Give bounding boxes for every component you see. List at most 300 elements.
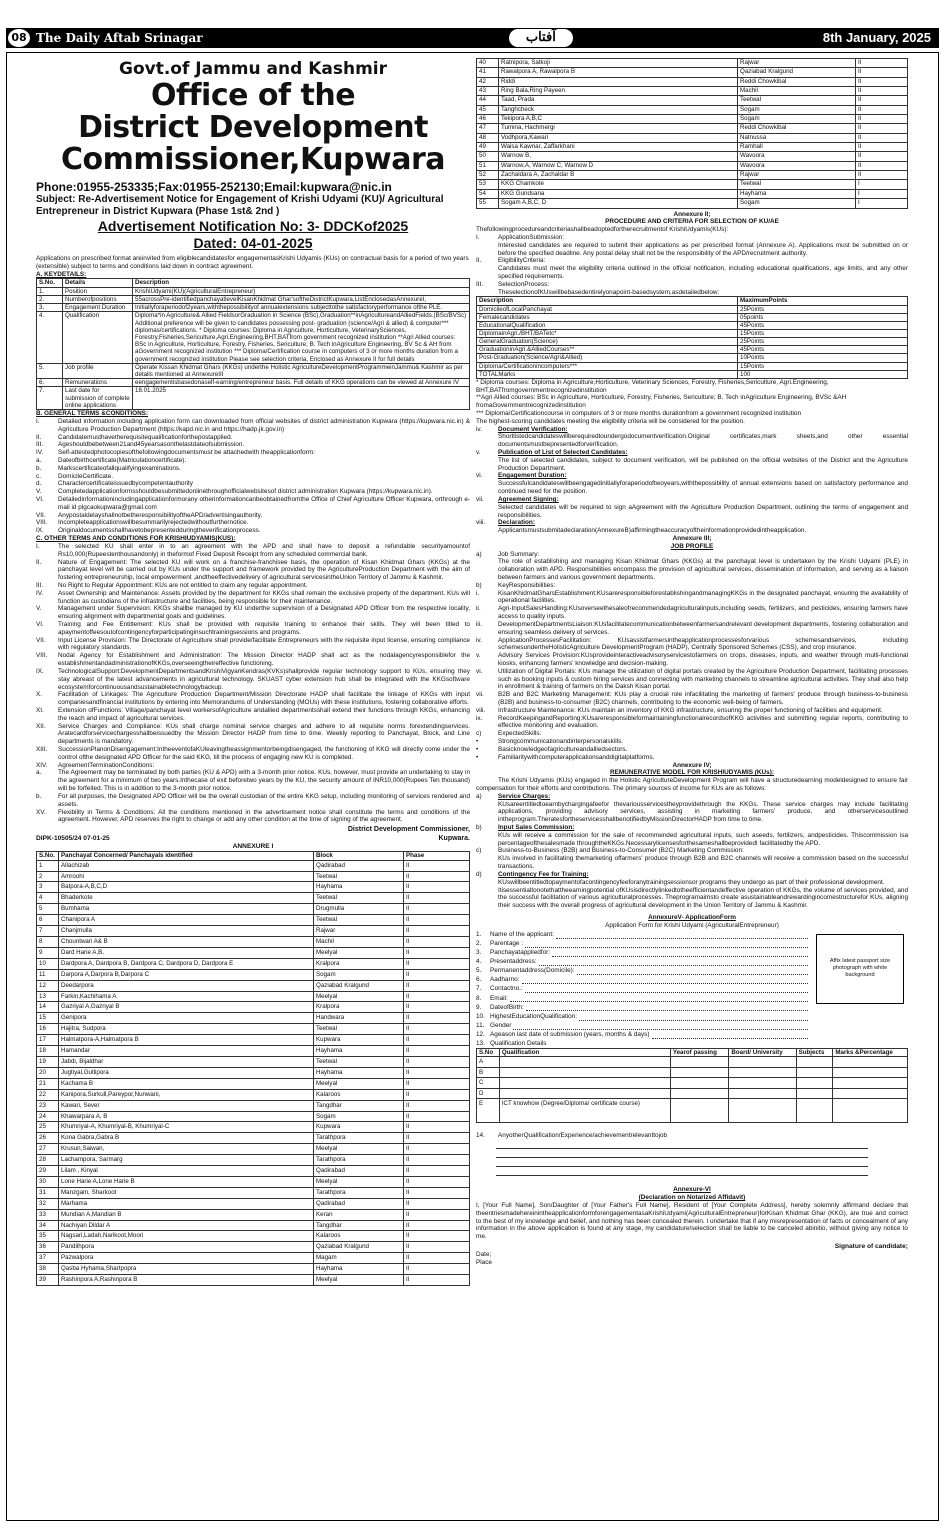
qualification-cell[interactable] <box>833 1088 908 1099</box>
annexure1-row <box>37 1231 470 1242</box>
qualification-cell[interactable] <box>670 1099 729 1123</box>
qualification-cell[interactable] <box>729 1078 796 1089</box>
annexure1-cell: 48 <box>477 133 499 142</box>
annexure1-cell: 54 <box>477 189 499 198</box>
govt-title: Govt.of Jammu and Kashmir <box>119 59 387 79</box>
annexure1-cell: Rajwar <box>314 926 404 937</box>
annexure4-item <box>476 793 908 824</box>
annexure1-cell: Kalaroos <box>314 1089 404 1100</box>
annexure1-cell: II <box>404 1253 470 1264</box>
annexure3-item <box>476 582 908 590</box>
annexure3-item <box>476 668 908 691</box>
other-terms-item <box>36 559 470 582</box>
annexure1-cell: 32 <box>37 1198 59 1209</box>
key-details-cell: 6. <box>37 379 63 387</box>
qualification-cell[interactable] <box>670 1088 729 1099</box>
annexure1-cell: Jugtiyal,Gutlipora <box>59 1067 314 1078</box>
form-field-label: Panchayatappliedfor: <box>490 949 551 957</box>
qualification-header-4: Subjects <box>796 1048 833 1056</box>
annexure3-item-text: ApplicationProcessesFacilitation: KUsassistfarmersintheapplicationprocessesforvarious schemesandservices, including schemesundertheHolisticAgriculture DevelopmentProgram (HADP), Centrally Sponsored Schemes (CSS), and crop insurance. <box>498 636 908 652</box>
annexure1-cell: Rajwar <box>738 171 856 180</box>
paper-logo: آفتاب <box>509 29 573 47</box>
annexure3-item <box>476 558 908 581</box>
other-terms-item <box>36 590 470 606</box>
annexure1-cell: II <box>856 96 908 105</box>
annexure1-cell: 27 <box>37 1144 59 1155</box>
other-terms-item-number: X. <box>36 691 43 699</box>
criteria-cell: Post-Graduation(Science/Agri&Allied) <box>477 354 738 362</box>
qualification-cell: E <box>477 1099 500 1123</box>
qualification-cell[interactable] <box>796 1088 833 1099</box>
annexure1-cell: II <box>404 1166 470 1177</box>
annexure1-cell: Kupwara <box>314 1122 404 1133</box>
annexure1-cell: 47 <box>477 124 499 133</box>
criteria-cell: EducationalQualification <box>477 322 738 330</box>
annexure1-cell: II <box>856 68 908 77</box>
annexure1-row <box>477 161 908 170</box>
form-blank-line-4[interactable] <box>496 1167 868 1176</box>
annexure1-cell: 22 <box>37 1089 59 1100</box>
right-column <box>476 58 908 1267</box>
qualification-cell[interactable]: ICT knowhow (Degree/Diploma/ certificate course) <box>499 1099 670 1123</box>
annexure1-row <box>37 1035 470 1046</box>
form-field-number: 5. <box>476 967 482 975</box>
form-blank-line-1[interactable] <box>496 1140 868 1149</box>
annexure1-cell: II <box>856 59 908 68</box>
general-terms-item-text: Candidatemusthavetherequisitequalificationforthepostapplied. <box>58 433 233 441</box>
annexure2-item <box>476 265 908 281</box>
other-terms-item <box>36 691 470 707</box>
annexure1-cell: II <box>404 1046 470 1057</box>
annexure2-item <box>476 426 908 449</box>
annexure1-cell: Kralpora <box>314 958 404 969</box>
annexure1-cell: Qaziabad Kralgund <box>314 980 404 991</box>
criteria-cell: 45Points <box>738 346 908 354</box>
form-field-input[interactable] <box>539 965 808 966</box>
annexure1-row <box>477 105 908 114</box>
criteria-cell: 25Points <box>738 338 908 346</box>
key-details-cell: 55acrossPre-identifiedpanchayatlevelKisanKhidmat Ghar'softheDistrictKupwara,ListEnclosedasAnnexureI, <box>133 296 470 304</box>
annexure1-cell: 23 <box>37 1100 59 1111</box>
general-terms-item-number: VIII. <box>36 519 48 527</box>
form-field-number: 1. <box>476 930 482 938</box>
annexure1-cell: Qasba Hyhama,Shartpopra <box>59 1264 314 1275</box>
annexure3-item-text: Utilization of Digital Portals: KUs manage the utilization of digital portals created by the Agriculture Production Department, facilitating processes such as booking inputs & custom hiring services and connecting with marketing channels to streamline agricultural activities. They shall also help in enrollment & training of farmers on the Daksh Kisan portal. <box>498 667 908 691</box>
annexure1-cell: Zachaldara A, Zachaldar B <box>499 171 738 180</box>
annexure1-cell: Hayhama <box>314 1264 404 1275</box>
qualification-cell[interactable] <box>833 1067 908 1078</box>
annexure1-cell: Hayhama <box>314 1067 404 1078</box>
annexure1-cell: II <box>856 105 908 114</box>
form-blank-line-2[interactable] <box>496 1149 868 1158</box>
annexure1-cell: 13 <box>37 991 59 1002</box>
form-field-number: 12. <box>476 1030 485 1038</box>
annexure1-cell: 15 <box>37 1013 59 1024</box>
annexure1-cell: Kanipora,Surkull,Pareypor,Nunwani, <box>59 1089 314 1100</box>
annexure1-cell: 26 <box>37 1133 59 1144</box>
annexure2-item <box>476 449 908 472</box>
annexure1-cell: Deedarpora <box>59 980 314 991</box>
form-field-14-label: AnyotherQualification/Experience/achievementrelevanttojob <box>498 1132 668 1140</box>
key-details-cell: Diploma*in Agriculture& Allied FieldsorGraduation in Science (BSc),Graduation**inAgricultureandAlliedFields.(BSc/BVSc) Additional preference will be given to candidates possessing post- graduation (science/Agri & allied) & computer*** diplomas/certifications. * Diploma courses: Diploma in Agriculture, Horticulture, VeterinarySciences, Forestry,Fisheries,Sericulture,Agri.Engineering,BHT,BATfrom government recognized institution **Agri Allied courses: BSc in Agriculture, Horticulture, Forestry, Fisheries, Sericulture; B. Tech inAgriculture Engineering, BV Sc & AH from aGovernment recognized institution *** Diploma/Certification course in computers of 3 or more months duration from a government recognized institution Please see selection criteria, Enclosed as Annexure II for full details <box>133 312 470 363</box>
annexure1-row <box>477 180 908 189</box>
annexure1-row <box>37 969 470 980</box>
annexure1-cell: Khumriyal-A, Khumriyal-B, Khumriyal-C <box>59 1122 314 1133</box>
other-terms-item-text: Management under Supervision: KKGs shallbe managed by KU underthe supervision of a Designated APD Officer from the respective locality, ensuring alignment with departmental goals and guidelines. <box>58 605 470 621</box>
annexure3-item-number: iv. <box>476 636 482 644</box>
annexure1-cell: Qadirabad <box>314 1166 404 1177</box>
annexure1-cell: Meelyal <box>314 947 404 958</box>
annexure1-cell: II <box>404 1155 470 1166</box>
criteria-cell: 100 <box>738 370 908 378</box>
qualification-cell[interactable] <box>499 1067 670 1078</box>
qualification-cell[interactable] <box>796 1099 833 1123</box>
qualification-cell[interactable] <box>670 1057 729 1068</box>
form-field-label: Presentaddress: <box>490 958 537 966</box>
annexure1-cell: Mundian A,Mandian B <box>59 1209 314 1220</box>
other-terms-item-text: TechnologicalSupport:DevelopmentDepartmentsandKrishiVigyanKendras(KVKs)shallprovide regular technology support to KUs, ensuring they stay abreast of the latest advancements in agricultural technology. SKUAST cyber extension hub shall be integrated with the KKGsoftware ecosystemforcontinuousandsustainabletechnologybackup. <box>58 667 470 691</box>
form-blank-line-3[interactable] <box>496 1158 868 1167</box>
general-terms-item-text: Charactercertificateissuedbycompetentauthority <box>58 480 193 488</box>
page-number: 08 <box>8 29 30 47</box>
annexure1-cell: 17 <box>37 1035 59 1046</box>
qualification-cell[interactable] <box>499 1078 670 1089</box>
annexure1-cell: II <box>404 1056 470 1067</box>
key-details-row <box>37 312 470 363</box>
annexure1-cell: II <box>404 947 470 958</box>
annexure1-cell: 8 <box>37 937 59 948</box>
annexure1-cell: 39 <box>37 1275 59 1286</box>
annexure1-title: ANNEXURE I <box>232 843 274 851</box>
annexure1-cell: 19 <box>37 1056 59 1067</box>
annexure1-cell: II <box>404 1220 470 1231</box>
form-field-label: Contactno.: <box>490 985 523 993</box>
annexure1-row <box>37 1220 470 1231</box>
annexure1-cell: 44 <box>477 96 499 105</box>
annexure1-cell: KKG Chamkote <box>499 180 738 189</box>
annexure3-item-number: • <box>476 745 479 753</box>
annexure1-cell: Ring Bala,Ring Payeen <box>499 87 738 96</box>
annexure1-cell: Wavoora <box>738 152 856 161</box>
annexure1-cell: II <box>856 115 908 124</box>
annexure1-row <box>37 937 470 948</box>
general-terms-item-text: Markscertificateofallqualifyingexaminations. <box>58 464 181 472</box>
annexure4-item-number <box>476 855 498 871</box>
annexure1-cell: Warnow B, <box>499 152 738 161</box>
criteria-cell: 15Points <box>738 330 908 338</box>
annexure1-cell: II <box>404 1198 470 1209</box>
annexure1-cell: II <box>404 1209 470 1220</box>
other-terms-item <box>36 723 470 746</box>
form-field-number: 7. <box>476 985 482 993</box>
annexure1-row <box>37 1198 470 1209</box>
annexure1-cell: Natnussa <box>738 133 856 142</box>
annexure3-item-number: c) <box>476 730 482 738</box>
annexure4-item-text: KUs involved in facilitating themarketing offarmers' produce through B2B and B2C channels will receive a commission based on the successful transactions. <box>498 855 908 871</box>
key-details-cell: Numberofpositions <box>63 296 133 304</box>
annexure1-cell: 12 <box>37 980 59 991</box>
annexure1-cell: Jabdi, Bijaldhar <box>59 1056 314 1067</box>
qualification-cell[interactable] <box>833 1099 908 1123</box>
annexure1-cell: II <box>404 915 470 926</box>
annexure2-item-text: ApplicationSubmission: <box>498 233 565 241</box>
annexure1-cell: II <box>856 87 908 96</box>
form-field-input[interactable] <box>556 938 808 939</box>
form-field-input[interactable] <box>652 1038 809 1039</box>
key-details-cell: 18.01.2025 <box>133 387 470 410</box>
annexure3-title: Annexure III; <box>672 534 712 542</box>
annexure2-item-text: Selected candidates will be required to sign aAgreement with the Agriculture Production Department, outlining the terms of engagement and responsibilities. <box>498 503 908 519</box>
qualification-cell[interactable] <box>796 1078 833 1089</box>
annexure1-table-continued <box>476 58 908 209</box>
form-field-number: 10. <box>476 1012 485 1020</box>
annexure3-item-number: vi. <box>476 667 483 675</box>
annexure4-item <box>476 824 908 847</box>
annexure1-cell: II <box>856 77 908 86</box>
general-terms-item-text: Ageshouldbebetween21and45yearsasonthelastdateofsubmission. <box>58 441 245 449</box>
annexure1-cell: Wavoora <box>738 161 856 170</box>
annexure1-cell: Nagsari,Ladah,Narikoot,Moori <box>59 1231 314 1242</box>
office-line-2: District Development <box>78 110 428 145</box>
annexure1-cell: 28 <box>37 1155 59 1166</box>
annexure2-item-number: vi. <box>476 472 483 480</box>
annexure1-cell: KKG Gundsana <box>499 189 738 198</box>
annexure1-header-2: Block <box>314 852 404 860</box>
annexure2-item-text: Interested candidates are required to submit their applications as per prescribed format (Annexure A). Applications must be submitted on or before the specified deadline. Any postal delay shall not be the responsibility of the APD/recruitment authority. <box>498 241 908 257</box>
qualification-cell[interactable] <box>499 1088 670 1099</box>
qualification-cell: B <box>477 1067 500 1078</box>
annexure3-item-text: Basicknowledgeofagricultureandalliedsectors. <box>498 745 628 753</box>
declaration-place: Place <box>476 1258 492 1266</box>
qualification-cell[interactable] <box>670 1078 729 1089</box>
qualification-cell[interactable] <box>796 1057 833 1068</box>
annexure5-title: AnnexureV- ApplicationForm <box>648 913 736 921</box>
other-terms-item-number: II. <box>36 558 42 566</box>
other-terms-item <box>36 637 470 653</box>
annexure3-item-number: viii. <box>476 706 486 714</box>
annexure3-item <box>476 746 908 754</box>
annexure1-cell: Hayhama <box>738 189 856 198</box>
annexure1-cell: I <box>856 189 908 198</box>
general-terms-item-text: DomicileCertificate. <box>58 472 114 480</box>
other-terms-item-number: b. <box>36 792 42 800</box>
annexure1-cell: II <box>404 958 470 969</box>
annexure1-cell: Sogam <box>314 1111 404 1122</box>
other-terms-item <box>36 762 470 770</box>
qualification-cell[interactable] <box>729 1099 796 1123</box>
annexure4-item-body <box>498 824 908 847</box>
annexure1-cell: 33 <box>37 1209 59 1220</box>
other-terms-item-number: I. <box>36 542 40 550</box>
annexure1-cell: 38 <box>37 1264 59 1275</box>
annexure1-row <box>477 152 908 161</box>
form-field-number: 13. <box>476 1039 485 1047</box>
form-field-input[interactable] <box>526 1010 808 1011</box>
office-line-1: Office of the <box>150 78 356 113</box>
other-terms-item-text: Training and Fee Entitlement: KUs shall be provided with requisite training to enhance their skills. They will been titled to apaymentoffeesoutofcontingencyforparticipatinginsuchtrainingsessions and programs. <box>58 621 470 636</box>
annexure1-cell: II <box>404 860 470 871</box>
annexure1-cell: II <box>404 1231 470 1242</box>
annexure1-cell: Tangdhar <box>314 1220 404 1231</box>
form-field-input[interactable] <box>577 974 808 975</box>
general-terms-item-number: II. <box>36 433 42 441</box>
annexure3-item-number: ii. <box>476 605 481 613</box>
other-terms-item-number: XIV. <box>36 761 48 769</box>
annexure1-cell: 31 <box>37 1187 59 1198</box>
annexure1-cell: Hamandar <box>59 1046 314 1057</box>
key-details-row <box>37 363 470 378</box>
form-field-input[interactable] <box>552 956 808 957</box>
qualification-row <box>477 1088 908 1099</box>
signature-row <box>36 835 470 844</box>
annexure1-cell: Reddi Chowkibal <box>738 124 856 133</box>
annexure2-item-text: Candidates must meet the eligibility criteria outlined in the official notification, including educational qualifications, age limits, and any other specified requirements. <box>498 265 908 280</box>
form-field-input[interactable] <box>513 1029 808 1030</box>
annexure2-item-heading: Publication of List of Selected Candidates: <box>498 449 628 456</box>
qualification-cell[interactable] <box>833 1057 908 1068</box>
annexure1-cell: Teetwal <box>314 1024 404 1035</box>
annexure2-notes <box>476 379 908 426</box>
form-field-input[interactable] <box>525 992 808 993</box>
general-terms-item-number: d. <box>36 480 42 488</box>
form-field-input[interactable] <box>510 1001 808 1002</box>
annexure1-cell: 14 <box>37 1002 59 1013</box>
annexure1-cell: Tumina, Hachmergi <box>499 124 738 133</box>
annexure1-cell: Bumhama <box>59 904 314 915</box>
annexure1-row <box>37 926 470 937</box>
qualification-cell[interactable] <box>729 1057 796 1068</box>
annexure3-item <box>476 637 908 653</box>
annexure1-cell: 41 <box>477 68 499 77</box>
other-terms-item <box>36 793 470 809</box>
form-field <box>476 1039 908 1048</box>
annexure4-item-text: KUsareentitledtoearnbychargingafeefor thevariousservicestheyprovidethrough the KKGs. These service charges may include facilitating applications, providing advisory services, assisting in marketing farmers' produce, and otherservicesoutlined intheprogram.TheratesfortheservicesshallbenotifiedbyMissionDirectorHADP from time to time. <box>498 800 908 824</box>
annexure1-cell: Dard Harie A,B, <box>59 947 314 958</box>
key-details-cell: 1. <box>37 287 63 295</box>
annexure3-item-number: ix. <box>476 714 483 722</box>
qualification-cell[interactable] <box>499 1057 670 1068</box>
key-details-cell: Last date for submission of complete online applications <box>63 387 133 410</box>
form-field-number: 6. <box>476 976 482 984</box>
key-details-row <box>37 379 470 387</box>
annexure4-item-text: Itisessentialtonotethattheearningpotential ofKUsisdirectlylinkedtotheefficientandeffective operation of KKGs, the volume of services provided, and the successful facilitation of various agriculturalprocesses. Theprogramaimsto create asustainableandrewardingincomestructurefor KUs, aligning their success with the overall progress of agricultural development in the Union Territory of Jammu & Kashmir. <box>498 886 908 910</box>
annexure1-cell: Meelyal <box>314 1176 404 1187</box>
annexure3-item-number: v. <box>476 652 481 660</box>
other-terms-item-text: Extension ofFunctions: Village/panchayat level workersofAgriculture andallied departmentsshall extend their functions through KKGs, enhancing the reach and impact of agricultural services. <box>58 706 470 722</box>
annexure1-cell: II <box>404 969 470 980</box>
other-terms-item-number: a. <box>36 769 42 777</box>
form-field-input[interactable] <box>522 983 809 984</box>
annexure1-row <box>37 1067 470 1078</box>
annexure1-cell: II <box>404 1013 470 1024</box>
qualification-cell[interactable] <box>670 1067 729 1078</box>
key-details-header-2: Description <box>133 279 470 287</box>
annexure1-cell: 3 <box>37 882 59 893</box>
key-details-cell: 3. <box>37 304 63 312</box>
annexure1-cell: Sogam <box>314 969 404 980</box>
form-field-input[interactable] <box>525 947 808 948</box>
annexure1-cell: 37 <box>37 1253 59 1264</box>
annexure2-note: *** Diploma/Certificationcourse in computers of 3 or more months durationfrom a government recognized institution <box>476 409 802 417</box>
annexure1-cell: Chanjmulla <box>59 926 314 937</box>
annexure4-intro: The Krishi Udyamis (KUs) engaged in the Holistic AgricultureDevelopment Program will have a structuredearning modeldesigned to ensure fair compensation for their efforts and contributions. The primary sources of income for KUs are as follows: <box>476 777 908 792</box>
annexure1-cell: Kalaroos <box>314 1231 404 1242</box>
qualification-cell[interactable] <box>729 1067 796 1078</box>
annexure1-row <box>37 1078 470 1089</box>
general-terms-item <box>36 457 470 465</box>
key-details-table <box>36 278 470 410</box>
annexure2-item-text: SelectionProcess: <box>498 280 550 288</box>
annexure1-cell: Rashinpora A,Rashinpora B <box>59 1275 314 1286</box>
annexure2-item-text: Shortlistedcandidateswillberequiredtoundergodocumentverification.Original certificates,mark sheets,and other essential documentsmustbepresentedforverification. <box>498 433 908 449</box>
annexure1-row <box>477 68 908 77</box>
annexure1-cell: 5 <box>37 904 59 915</box>
annexure2-item-number: v. <box>476 449 481 456</box>
annexure1-cell: II <box>404 980 470 991</box>
annexure2-item-body <box>498 449 908 472</box>
qualification-cell[interactable] <box>796 1067 833 1078</box>
criteria-cell: GraduationinAgri.&AlliedCourses** <box>477 346 738 354</box>
annexure1-cell: II <box>404 1067 470 1078</box>
other-terms-item-text: The selected KU shall enter in to an agreement with the APD and shall have to deposit a refundable securityamountof Rs10,000(Rupeestenthousandonly) in theformof Fixed Deposit Receipt from any scheduled commercial bank. <box>58 542 470 558</box>
form-field-label: Gender <box>490 1021 512 1029</box>
annexure1-row <box>37 1264 470 1275</box>
annexure1-cell: 2 <box>37 871 59 882</box>
form-field-input[interactable] <box>579 1020 808 1021</box>
annexure1-row <box>37 1133 470 1144</box>
annexure1-cell: 34 <box>37 1220 59 1231</box>
qualification-header-3: Board/ University <box>729 1048 796 1056</box>
annexure4-item-number <box>476 887 498 910</box>
selection-criteria-table <box>476 296 908 378</box>
annexure2-item <box>476 519 908 535</box>
annexure1-cell: Teetwal <box>314 893 404 904</box>
general-terms-item <box>36 441 470 449</box>
key-details-row <box>37 304 470 312</box>
annexure1-row <box>37 991 470 1002</box>
form-field-label: Name of the applicant: <box>490 930 554 938</box>
annexure2-title: Annexure II; <box>673 210 711 218</box>
form-field-label: Email: <box>490 994 508 1002</box>
annexure2-subtitle: PROCEDURE AND CRITERIA FOR SELECTION OF KU/AE <box>605 218 779 226</box>
annexure4-subtitle: REMUNERATIVE MODEL FOR KRISHIUDYAMIS (KUs): <box>610 769 774 777</box>
annexure1-cell: Chountwari A& B <box>59 937 314 948</box>
annexure3-item-number: • <box>476 738 479 746</box>
other-terms-item-number: VI. <box>36 621 44 629</box>
annexure1-cell: Hajitra, Sudpora <box>59 1024 314 1035</box>
form-field <box>476 1002 908 1011</box>
annexure1-cell: Keran <box>314 1209 404 1220</box>
key-details-cell: Position <box>63 287 133 295</box>
annexure4-item-number: b) <box>476 824 482 831</box>
annexure4-item <box>476 847 908 855</box>
annexure1-cell: 42 <box>477 77 499 86</box>
annexure1-cell: 30 <box>37 1176 59 1187</box>
annexure1-cell: Drugmulla <box>314 904 404 915</box>
annexure1-row <box>37 980 470 991</box>
qualification-cell[interactable] <box>729 1088 796 1099</box>
annexure1-cell: Manzgam, Sharkoot <box>59 1187 314 1198</box>
other-terms-item-text: Asset Ownership and Maintenance: Assets provided by the department for KKGs shall remain the exclusive property of the department. KUs will function as custodians of the infrastructure and facilities, being responsible for their maintenance. <box>58 589 470 605</box>
qualification-cell[interactable] <box>833 1078 908 1089</box>
general-terms-title: B. GENERAL TERMS &CONDITIONS: <box>36 410 149 418</box>
other-terms-item <box>36 652 470 668</box>
annexure1-cell: Sogam <box>738 199 856 208</box>
annexure4-item-heading: Input Sales Commission: <box>498 824 575 831</box>
other-terms-item-text: SuccessionPlanonDisengagement:IntheeventofaKUleavingtheassignmentorbeingdisengaged, the functioning of KKG will directly come under the control ofthe designated APD Officer for the said KKG, till the process of engaging new KU is completed. <box>58 746 470 761</box>
annexure1-cell: Qadirabad <box>314 860 404 871</box>
criteria-row <box>477 305 908 313</box>
